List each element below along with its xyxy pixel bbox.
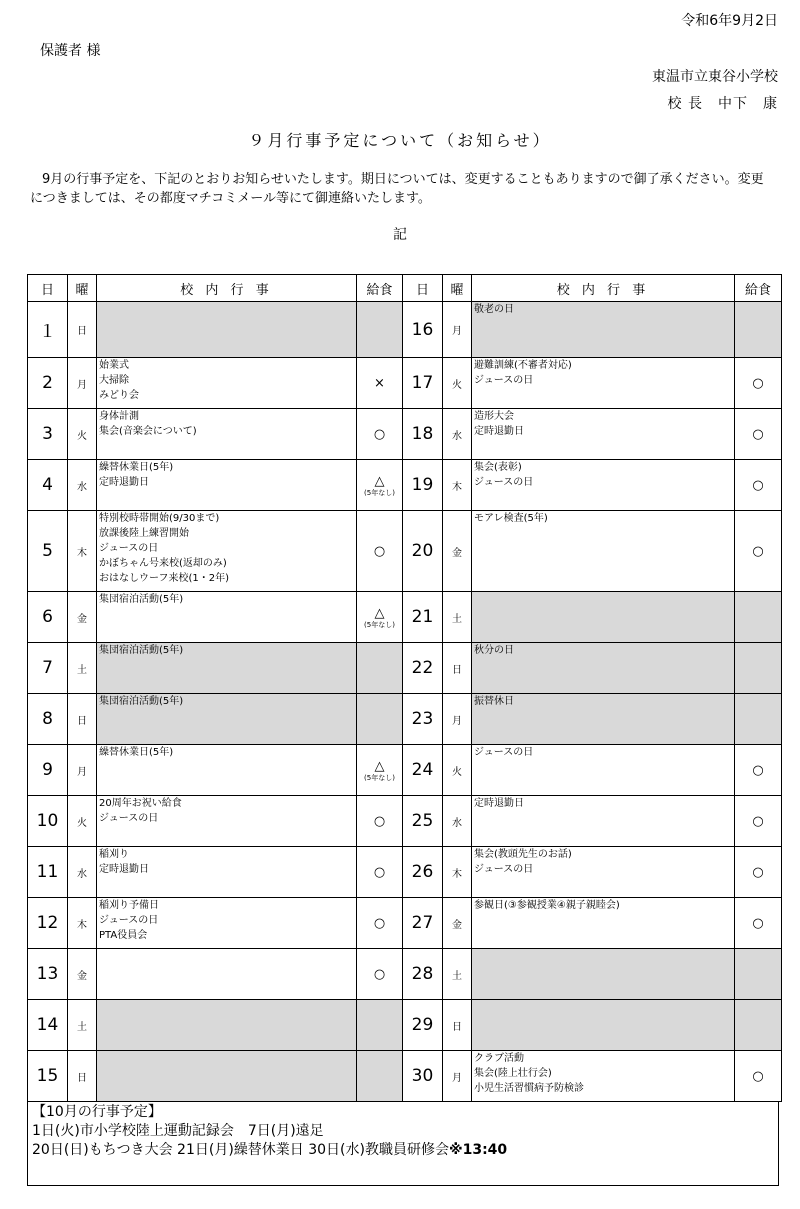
event-item: 始業式 [99,360,129,371]
day-number: 15 [28,1051,68,1102]
event-item: 振替休日 [474,696,514,707]
lunch-cell [735,847,782,898]
lunch-mark: ○ [752,864,764,880]
events-cell [97,898,357,949]
lunch-cell [357,511,403,592]
day-number: 8 [28,694,68,745]
school-name: 東温市立東谷小学校 [652,69,778,85]
table-row [28,511,782,592]
day-number: 14 [28,1000,68,1051]
october-line-1: 1日(火)市小学校陸上運動記録会 7日(月)遠足 [32,1123,324,1139]
event-item: 繰替休業日(5年) [99,462,174,473]
lunch-mark: ○ [752,426,764,442]
event-item: ジュースの日 [99,915,159,926]
lunch-note: (5年なし) [364,620,395,629]
lunch-mark: ○ [373,543,386,559]
day-number: 13 [28,949,68,1000]
lunch-cell [735,898,782,949]
table-row [28,1051,782,1102]
event-item: 定時退勤日 [474,798,524,809]
lunch-cell [735,460,782,511]
day-number: 20 [403,511,443,592]
header-lunch: 給食 [357,275,403,302]
lunch-cell [735,796,782,847]
event-item: みどり会 [99,390,139,401]
day-of-week: 水 [443,409,472,460]
header-day: 日 [403,275,443,302]
event-item: 特別校時帯開始(9/30まで) [99,513,220,524]
events-cell [97,949,357,1000]
events-cell [472,1000,735,1051]
day-number: 27 [403,898,443,949]
events-cell [472,302,735,358]
header-events: 校 内 行 事 [472,275,735,302]
lunch-mark: △ [374,605,385,621]
header-dow: 曜 [68,275,97,302]
event-item: モアレ検査(5年) [474,513,548,524]
table-row [28,694,782,745]
events-cell [472,511,735,592]
event-item: 稲刈り [99,849,129,860]
lunch-mark: ○ [373,426,386,442]
event-item: 敬老の日 [474,304,514,315]
day-number: 28 [403,949,443,1000]
october-heading: 【10月の行事予定】 [32,1104,162,1120]
lunch-mark: △ [374,473,385,489]
day-of-week: 月 [68,358,97,409]
header-events: 校 内 行 事 [97,275,357,302]
lunch-cell [735,745,782,796]
day-number: 12 [28,898,68,949]
day-of-week: 金 [443,511,472,592]
day-number: 3 [28,409,68,460]
event-item: PTA役員会 [99,930,148,941]
day-number: 17 [403,358,443,409]
events-cell [97,460,357,511]
event-item: 大掃除 [99,375,129,386]
event-item: 集団宿泊活動(5年) [99,696,184,707]
lunch-mark: ○ [752,762,764,778]
header-lunch: 給食 [735,275,782,302]
lunch-cell [357,302,403,358]
day-number: 24 [403,745,443,796]
day-of-week: 火 [443,358,472,409]
lunch-cell [357,460,403,511]
day-number: 25 [403,796,443,847]
event-item: 放課後陸上練習開始 [99,528,189,539]
day-number: 29 [403,1000,443,1051]
lunch-mark: ○ [373,864,386,880]
event-item: 集会(表彰) [474,462,522,473]
events-cell [472,460,735,511]
lunch-cell [357,949,403,1000]
lunch-cell [735,1051,782,1102]
events-cell [472,796,735,847]
october-line-2 [32,1141,774,1160]
lunch-cell [735,302,782,358]
day-of-week: 日 [443,1000,472,1051]
lunch-mark: △ [374,758,385,774]
day-of-week: 月 [443,302,472,358]
day-of-week: 火 [443,745,472,796]
events-cell [472,847,735,898]
day-of-week: 金 [68,592,97,643]
event-item: 避難訓練(不審者対応) [474,360,572,371]
event-item: ジュースの日 [474,375,534,386]
day-number: 18 [403,409,443,460]
lunch-cell [357,358,403,409]
lunch-cell [357,694,403,745]
day-number: 9 [28,745,68,796]
day-of-week: 日 [68,1051,97,1102]
day-of-week: 水 [68,460,97,511]
schedule-table [27,274,782,1102]
lunch-cell [357,1051,403,1102]
header-dow: 曜 [443,275,472,302]
lunch-note: (5年なし) [364,773,395,782]
event-item: 身体計測 [99,411,139,422]
day-of-week: 日 [443,643,472,694]
lunch-cell [357,592,403,643]
events-cell [97,847,357,898]
lunch-cell [357,643,403,694]
day-number: 7 [28,643,68,694]
events-cell [97,745,357,796]
lunch-cell [357,1000,403,1051]
event-item: 秋分の日 [474,645,514,656]
events-cell [472,898,735,949]
lunch-mark: ○ [752,543,764,559]
day-number: 5 [28,511,68,592]
event-item: ジュースの日 [474,477,534,488]
day-of-week: 木 [443,460,472,511]
lunch-cell [735,643,782,694]
event-item: 繰替休業日(5年) [99,747,174,758]
event-item: 定時退勤日 [474,426,524,437]
day-number: 19 [403,460,443,511]
event-item: 集団宿泊活動(5年) [99,645,184,656]
table-row [28,358,782,409]
events-cell [472,358,735,409]
day-number: 22 [403,643,443,694]
table-row [28,592,782,643]
lunch-cell [735,949,782,1000]
events-cell [472,592,735,643]
recipient: 保護者 様 [40,43,101,59]
lunch-mark: ○ [752,1068,764,1084]
events-cell [97,1051,357,1102]
day-of-week: 火 [68,796,97,847]
events-cell [97,1000,357,1051]
event-item: 定時退勤日 [99,864,149,875]
day-of-week: 月 [443,694,472,745]
table-row [28,643,782,694]
day-of-week: 土 [443,592,472,643]
table-row [28,898,782,949]
lunch-mark: ○ [373,813,386,829]
day-of-week: 金 [443,898,472,949]
lunch-mark: ○ [752,813,764,829]
day-of-week: 月 [68,745,97,796]
day-number: 2 [28,358,68,409]
header-day: 日 [28,275,68,302]
event-item: ジュースの日 [474,747,534,758]
table-row [28,1000,782,1051]
event-item: 集会(音楽会について) [99,426,197,437]
lunch-note: (5年なし) [364,488,395,497]
day-of-week: 土 [68,643,97,694]
events-cell [472,949,735,1000]
table-row [28,302,782,358]
day-of-week: 土 [443,949,472,1000]
event-item: かぼちゃん号来校(返却のみ) [99,558,227,569]
lunch-cell [735,1000,782,1051]
events-cell [472,745,735,796]
day-number: 11 [28,847,68,898]
event-item: 参観日(③参観授業④親子親睦会) [474,900,620,911]
lunch-cell [357,796,403,847]
lunch-cell [735,511,782,592]
day-of-week: 木 [443,847,472,898]
event-item: 定時退勤日 [99,477,149,488]
event-item: クラブ活動 [474,1053,524,1064]
lunch-cell [735,358,782,409]
events-cell [97,694,357,745]
events-cell [97,358,357,409]
day-number: 26 [403,847,443,898]
event-item: 20周年お祝い給食 [99,798,182,809]
events-cell [97,796,357,847]
events-cell [472,643,735,694]
day-number: 6 [28,592,68,643]
day-of-week: 土 [68,1000,97,1051]
day-of-week: 月 [443,1051,472,1102]
events-cell [97,511,357,592]
lunch-mark: ○ [752,375,764,391]
day-number: 10 [28,796,68,847]
table-header-row [28,275,782,302]
table-row [28,409,782,460]
event-item: ジュースの日 [99,813,159,824]
table-row [28,796,782,847]
document-date: 令和6年9月2日 [681,13,778,29]
lunch-mark: ○ [752,477,764,493]
event-item: ジュースの日 [99,543,159,554]
lunch-mark: × [374,375,385,391]
day-of-week: 金 [68,949,97,1000]
lunch-cell [735,592,782,643]
day-number: 21 [403,592,443,643]
event-item: 造形大会 [474,411,514,422]
ki-heading: 記 [393,227,407,243]
october-line-2-text: 20日(日)もちつき大会 21日(月)繰替休業日 30日(水)教職員研修会 [32,1142,449,1158]
table-row [28,847,782,898]
table-row [28,460,782,511]
lunch-mark: ○ [373,915,386,931]
events-cell [97,409,357,460]
document-title: ９月行事予定について（お知らせ） [248,131,552,150]
principal-name: 校 長 中下 康 [667,96,778,112]
lunch-mark: ○ [752,915,764,931]
lunch-mark: ○ [373,966,386,982]
day-of-week: 日 [68,302,97,358]
day-of-week: 日 [68,694,97,745]
lunch-cell [735,694,782,745]
day-of-week: 水 [443,796,472,847]
october-line-2-time: ※13:40 [448,1142,508,1158]
events-cell [97,302,357,358]
event-item: ジュースの日 [474,864,534,875]
events-cell [472,409,735,460]
lunch-cell [357,409,403,460]
event-item: 稲刈り予備日 [99,900,159,911]
lunch-cell [357,847,403,898]
events-cell [472,1051,735,1102]
events-cell [472,694,735,745]
day-number: 23 [403,694,443,745]
lunch-cell [735,409,782,460]
event-item: おはなしウーフ来校(1・2年) [99,573,230,584]
event-item: 集会(陸上壮行会) [474,1068,552,1079]
day-of-week: 水 [68,847,97,898]
day-number: １ [28,302,68,358]
day-number: 16 [403,302,443,358]
events-cell [97,643,357,694]
event-item: 集会(教頭先生のお話) [474,849,572,860]
table-row [28,745,782,796]
day-of-week: 木 [68,898,97,949]
day-of-week: 火 [68,409,97,460]
day-number: 4 [28,460,68,511]
intro-paragraph: 9月の行事予定を、下記のとおりお知らせいたします。期日については、変更することもありますので御了承ください。変更につきましては、その都度マチコミメール等にて御連絡いたします。 [30,172,764,206]
day-number: 30 [403,1051,443,1102]
october-schedule [27,1101,779,1186]
table-row [28,949,782,1000]
lunch-cell [357,898,403,949]
event-item: 集団宿泊活動(5年) [99,594,184,605]
lunch-cell [357,745,403,796]
events-cell [97,592,357,643]
event-item: 小児生活習慣病予防検診 [474,1083,584,1094]
day-of-week: 木 [68,511,97,592]
